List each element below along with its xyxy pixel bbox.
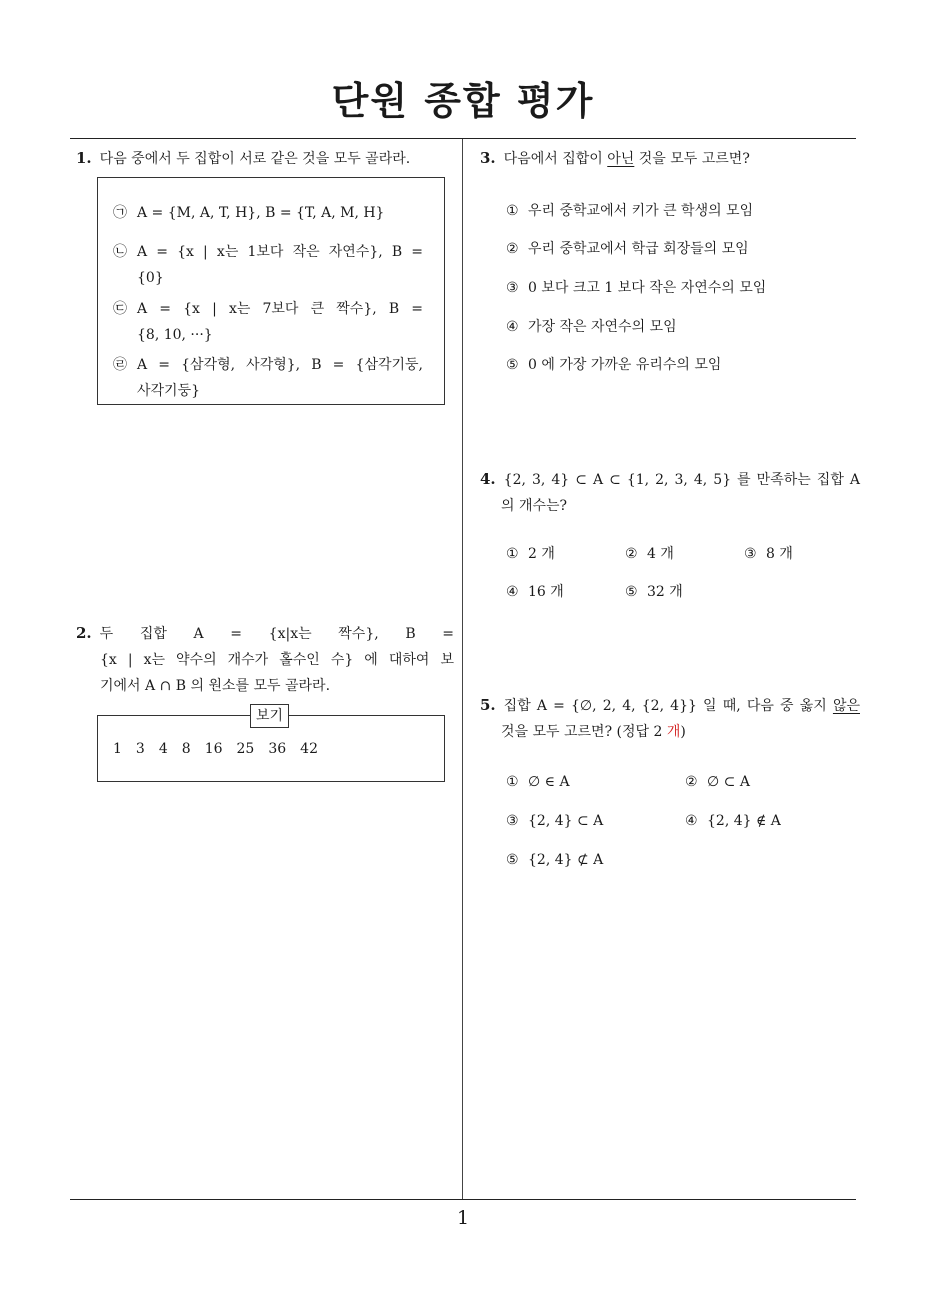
item-mark: ㉡ [113, 244, 127, 260]
option-text: 8 개 [766, 546, 793, 562]
question-number: 3. [480, 149, 496, 167]
q5-option-1 [506, 770, 570, 794]
question-line-1: 집합 A = {∅, 2, 4, {2, 4}} 일 때, 다음 중 옳지 [503, 698, 833, 714]
example-values [113, 738, 332, 760]
question-line-2: 것을 모두 고르면? (정답 2 [501, 724, 667, 740]
bottom-rule [70, 1199, 856, 1200]
q5-option-3 [506, 809, 603, 833]
item-text: A = {삼각형, 사각형}, B = {삼각기둥, [137, 357, 423, 373]
q3-option-1 [506, 199, 753, 223]
option-text: 우리 중학교에서 키가 큰 학생의 모임 [528, 203, 754, 219]
item-text: A = {x | x는 7보다 큰 짝수}, B = [137, 301, 423, 317]
value: 8 [181, 741, 191, 757]
value: 25 [236, 741, 255, 757]
page-title: 단원 종합 평가 [331, 79, 595, 123]
option-mark: ③ [506, 813, 519, 829]
option-mark: ⑤ [506, 357, 519, 373]
option-text: 4 개 [647, 546, 674, 562]
q4-option-4 [506, 580, 564, 604]
option-mark: ④ [506, 319, 519, 335]
q1-item-2 [113, 239, 423, 291]
option-text: 2 개 [528, 546, 555, 562]
q1-item-4 [113, 352, 423, 404]
value: 3 [135, 741, 145, 757]
q3-option-2 [506, 237, 749, 261]
option-text: {2, 4} ⊄ A [528, 852, 604, 868]
option-text: ∅ ⊂ A [707, 774, 750, 790]
option-mark: ③ [744, 546, 757, 562]
q5-option-2 [685, 770, 750, 794]
item-text-cont: {0} [137, 270, 164, 286]
option-text: ∅ ∈ A [528, 774, 570, 790]
option-mark: ④ [685, 813, 698, 829]
q1-item-3 [113, 296, 423, 348]
top-rule [70, 138, 856, 139]
q3-option-4 [506, 315, 677, 339]
item-text-cont: {8, 10, ···} [137, 327, 213, 343]
question-line-2-end: ) [680, 724, 686, 740]
option-mark: ② [506, 241, 519, 257]
q5-option-4 [685, 809, 781, 833]
option-mark: ③ [506, 280, 519, 296]
question-line-3: 기에서 A ∩ B 의 원소를 모두 골라라. [100, 678, 331, 694]
option-text: 0 에 가장 가까운 유리수의 모임 [528, 357, 722, 373]
question-number: 1. [76, 149, 92, 167]
option-mark: ⑤ [506, 852, 519, 868]
q1-item-1 [113, 200, 423, 226]
option-text: 16 개 [528, 584, 564, 600]
question-5 [480, 692, 860, 745]
option-mark: ① [506, 546, 519, 562]
value: 42 [300, 741, 318, 757]
question-number: 4. [480, 470, 496, 488]
option-mark: ② [685, 774, 698, 790]
question-line-2: {x | x는 약수의 개수가 홀수인 수} 에 대하여 보 [100, 652, 454, 668]
page-number: 1 [456, 1207, 470, 1229]
item-text: A = {x | x는 1보다 작은 자연수}, B = [137, 244, 423, 260]
option-mark: ① [506, 203, 519, 219]
option-mark: ④ [506, 584, 519, 600]
q4-option-5 [625, 580, 683, 604]
value: 1 [113, 741, 122, 757]
question-line-1: 두 집합 A = {x|x는 짝수}, B = [99, 626, 454, 642]
option-text: 32 개 [647, 584, 683, 600]
item-text: A = {M, A, T, H}, B = {T, A, M, H} [137, 205, 385, 221]
option-text: {2, 4} ∉ A [707, 813, 781, 829]
question-2 [76, 620, 454, 699]
column-divider [462, 139, 463, 1199]
q3-option-3 [506, 276, 766, 300]
item-mark: ㉢ [113, 301, 127, 317]
value: 16 [204, 741, 223, 757]
option-text: 우리 중학교에서 학급 회장들의 모임 [528, 241, 749, 257]
example-legend: 보기 [250, 704, 289, 728]
option-text: {2, 4} ⊂ A [528, 813, 604, 829]
question-line-2: 의 개수는? [501, 498, 568, 514]
option-mark: ① [506, 774, 519, 790]
question-number: 5. [480, 696, 496, 714]
question-4 [480, 466, 860, 519]
question-1 [76, 145, 410, 172]
option-text: 가장 작은 자연수의 모임 [528, 319, 677, 335]
option-mark: ② [625, 546, 638, 562]
question-prompt: 다음 중에서 두 집합이 서로 같은 것을 모두 골라라. [99, 151, 411, 167]
question-number: 2. [76, 624, 92, 642]
q5-option-5 [506, 848, 603, 872]
value: 36 [268, 741, 287, 757]
q4-option-3 [744, 542, 793, 566]
value: 4 [158, 741, 168, 757]
q4-option-2 [625, 542, 674, 566]
q4-option-1 [506, 542, 555, 566]
question-line-1: {2, 3, 4} ⊂ A ⊂ {1, 2, 3, 4, 5} 를 만족하는 집합 A [503, 472, 860, 488]
option-mark: ⑤ [625, 584, 638, 600]
item-mark: ㉣ [113, 357, 127, 373]
answer-count-unit: 개 [666, 724, 681, 740]
q3-option-5 [506, 353, 721, 377]
underlined-word: 않은 [832, 698, 860, 714]
item-mark: ㉠ [113, 205, 127, 221]
underlined-word: 아닌 [607, 151, 635, 167]
item-text-cont: 사각기둥} [137, 383, 201, 399]
option-text: 0 보다 크고 1 보다 작은 자연수의 모임 [528, 280, 767, 296]
question-prompt-end: 것을 모두 고르면? [634, 151, 750, 167]
question-prompt: 다음에서 집합이 [503, 151, 608, 167]
question-3 [480, 145, 750, 172]
